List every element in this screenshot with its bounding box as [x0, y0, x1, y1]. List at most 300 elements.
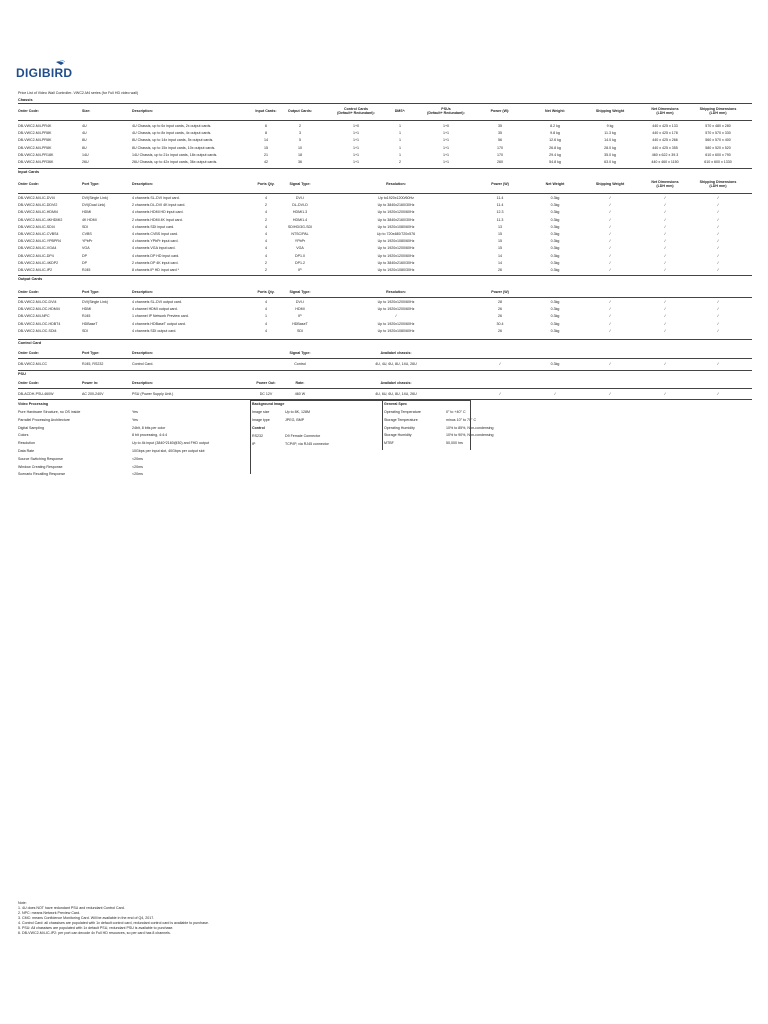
table-cell: 2: [265, 268, 267, 272]
table-cell: 4 channels SDI output card.: [132, 328, 177, 333]
column-header: Order Code:: [18, 182, 39, 186]
document-title: Price List of Video Wall Controller- VWC2-M4 series (for Full HD video wall): [18, 91, 139, 95]
column-header: Description:: [132, 109, 153, 113]
section-title: Chassis: [18, 98, 33, 102]
table-cell: /: [609, 260, 611, 265]
table-cell: /: [717, 224, 719, 229]
table-cell: 4: [265, 232, 267, 236]
column-header: Resolution:: [386, 182, 406, 186]
table-cell: 1: [399, 131, 401, 136]
table-cell: SD/HD/3G-SDI: [287, 224, 313, 229]
table-cell: HDMI: [82, 210, 92, 215]
table-cell: 8 channels IP HD input card *: [132, 268, 180, 272]
spec-label: IP: [252, 442, 256, 446]
table-cell: /: [609, 217, 611, 222]
table-cell: 1+1: [352, 131, 360, 136]
table-cell: /: [664, 217, 666, 222]
spec-label: Parrallel Processing Architecture: [18, 417, 70, 422]
table-cell: Up to 1920x1080/60Hz: [377, 328, 415, 333]
table-cell: DB-VWC2-M4-OC-DVI4: [18, 300, 57, 304]
table-cell: 0.3kg: [550, 260, 560, 265]
table-cell: DB-VWC2-M4-IC-CVBS4: [18, 232, 59, 236]
table-cell: RJ45: [82, 268, 91, 272]
table-cell: /: [717, 239, 719, 244]
column-header: Signal Type:: [289, 351, 311, 355]
notes-title: Note:: [18, 901, 27, 905]
column-header: Signal Type:: [289, 290, 311, 294]
table-cell: Up to 1920x1200/60Hz: [377, 307, 415, 312]
table-cell: DB-VWC2-M4-IC-IP2: [18, 268, 53, 272]
table-cell: 4U Chassis, up to 6x input cards, 2x output cards.: [132, 124, 212, 128]
table-cell: 14U Chassis, up to 21x input cards, 18x output cards.: [132, 152, 218, 157]
table-cell: 1: [399, 145, 401, 150]
table-cell: 4: [265, 321, 267, 326]
table-cell: 440 x 460 x 1150: [651, 160, 679, 164]
column-header: Port Type:: [82, 182, 100, 186]
table-cell: 26: [498, 314, 502, 319]
column-header: Order Code:: [18, 290, 39, 294]
column-header: Control Cards (Default+ Redundant):: [337, 107, 375, 116]
table-cell: /: [664, 260, 666, 265]
section-title: PSU: [18, 372, 26, 376]
table-cell: 26U Chassis, up to 42x input cards, 36x output cards.: [132, 160, 218, 164]
table-cell: 2: [399, 160, 401, 164]
column-header: Ports Qty.: [257, 182, 275, 186]
table-cell: 1+1: [352, 152, 360, 157]
spec-label: Storage Temperature: [384, 417, 418, 422]
table-cell: 12.6 kg: [549, 138, 561, 143]
column-header: Net Dimensions (LDH mm): [651, 107, 679, 116]
spec-label: MTBF: [384, 441, 394, 446]
column-header: Description:: [132, 290, 153, 294]
table-divider: [250, 400, 470, 401]
spec-label: Storage Humidity: [384, 433, 412, 438]
column-header: Order Code:: [18, 109, 39, 113]
table-cell: 4: [265, 224, 267, 229]
table-cell: /: [717, 217, 719, 222]
table-cell: /: [609, 300, 611, 304]
section-title: Input Cards: [18, 170, 40, 174]
table-cell: 8U Chassis, up to 15x input cards, 10x output cards.: [132, 145, 216, 150]
table-cell: 0.3kg: [550, 217, 560, 222]
table-cell: /: [717, 203, 719, 208]
table-cell: 35: [498, 131, 502, 136]
table-cell: 1: [399, 138, 401, 143]
table-cell: DB-VWC2-M4-NPC: [18, 314, 50, 319]
table-cell: HDMI1.3: [292, 210, 308, 215]
note-line: 1. 4U does NOT have redundant PSU and redundant Control Card.: [18, 906, 125, 910]
table-cell: 4: [265, 196, 267, 200]
spec-label: Scenario Recalling Response: [18, 472, 66, 477]
table-cell: DVI(Single Link): [82, 300, 108, 304]
notes-block: [18, 901, 209, 936]
table-cell: /: [664, 246, 666, 251]
spec-label: Resolution: [18, 441, 35, 446]
table-cell: DB-VWC2-M4-PR36K: [18, 160, 54, 164]
table-cell: /: [499, 362, 501, 366]
table-cell: 4: [265, 253, 267, 258]
table-cell: 8U: [82, 138, 87, 143]
table-cell: RJ45: [82, 314, 91, 319]
table-cell: 0.3kg: [550, 253, 560, 258]
table-cell: 4U, 6U, 6U, 8U, 14U, 26U: [375, 392, 417, 396]
column-header: Power Out:: [256, 381, 276, 385]
section-title: Output Cards: [18, 277, 43, 281]
table-cell: /: [609, 224, 611, 229]
table-cell: DP1.0: [295, 253, 305, 258]
table-cell: 610 x 600 x 790: [705, 152, 731, 157]
column-header: Resolution:: [386, 290, 406, 294]
table-cell: /: [717, 196, 719, 200]
table-cell: DB-VWC2-M4-OC-HDMI4: [18, 307, 60, 312]
spec-label: Operating Humidity: [384, 425, 415, 430]
table-cell: 4: [265, 328, 267, 333]
table-cell: DB-VWC2-M4-IC-4KDP2: [18, 260, 59, 265]
spec-value: <20ms: [132, 456, 143, 461]
table-cell: 460 x 622 x 39.3: [651, 152, 679, 157]
table-cell: Up to 3840x2160/30Hz: [377, 203, 415, 208]
spec-divider: [470, 400, 471, 450]
table-cell: 4 channels SL-DVI output card.: [132, 300, 182, 304]
spec-title: General Spec: [384, 402, 407, 406]
table-cell: /: [664, 321, 666, 326]
table-cell: /: [664, 210, 666, 215]
table-cell: 36: [298, 160, 302, 164]
table-cell: /: [664, 362, 666, 366]
table-cell: 4 channels SL-DVI input card.: [132, 196, 180, 200]
table-cell: 2: [265, 203, 267, 208]
spec-title: Background Image: [252, 402, 285, 406]
table-cell: /: [717, 321, 719, 326]
table-cell: /: [717, 314, 719, 319]
table-cell: 35.0 kg: [604, 152, 616, 157]
table-cell: Up to 3840x2160/30Hz: [377, 217, 415, 222]
table-cell: 11.4: [496, 196, 504, 200]
table-cell: /: [664, 392, 666, 396]
table-cell: 9 kg: [606, 124, 614, 128]
table-cell: 1+1: [442, 152, 450, 157]
table-cell: PSU (Power Supply Unit.): [132, 392, 174, 396]
table-cell: DP: [82, 253, 87, 258]
table-cell: 28: [498, 300, 502, 304]
table-divider: [18, 370, 752, 371]
table-cell: HDBaseT: [82, 321, 98, 326]
table-cell: 440 x 425 x 178: [652, 131, 678, 136]
table-cell: 3: [299, 131, 301, 136]
spec-value: 0° to +40° C: [446, 410, 466, 414]
column-header: Net Weight: [545, 182, 565, 186]
table-cell: DB-VWC2-M4-PR8K: [18, 131, 52, 136]
table-cell: SDI: [297, 328, 303, 333]
column-header: Availabel chassis:: [380, 381, 412, 385]
column-header: Description:: [132, 182, 153, 186]
table-cell: 15: [498, 239, 502, 244]
spec-value: 10% to 90%, Non-condensing: [446, 433, 494, 438]
table-cell: 21: [264, 152, 268, 157]
table-cell: 4: [265, 239, 267, 244]
spec-label: Colors: [18, 433, 29, 438]
table-cell: Up to1920x1200/60Hz: [378, 196, 414, 200]
table-cell: 1+1: [352, 160, 360, 164]
table-cell: Up to 1920x1080/60Hz: [377, 239, 415, 244]
table-cell: DB-VWC2-M4-IC-4KHDMI2: [18, 217, 63, 222]
table-cell: 1 channel IP Network Preview card.: [132, 314, 189, 319]
table-cell: DB-VWC2-M4-PR18K: [18, 152, 54, 157]
table-cell: /: [717, 253, 719, 258]
table-divider: [18, 168, 752, 169]
table-cell: 460 W: [294, 392, 306, 396]
table-cell: DB-VWC2-M4-PR8K: [18, 138, 52, 143]
table-cell: /: [609, 392, 611, 396]
column-header: Rate:: [295, 381, 305, 385]
table-cell: /: [609, 253, 611, 258]
table-cell: /: [664, 224, 666, 229]
spec-value: 8 bit processing, 4:4:4: [132, 433, 168, 438]
table-cell: HDMI: [82, 307, 92, 312]
table-cell: 1+1: [442, 138, 450, 143]
table-cell: 170: [497, 152, 503, 157]
table-cell: HDBaseT: [292, 321, 308, 326]
table-divider: [18, 193, 752, 194]
spec-value: TCP/IP, via RJ45 connector: [285, 442, 329, 446]
table-cell: YPbPr: [82, 239, 93, 244]
table-cell: 1+0: [442, 124, 450, 128]
table-cell: DB-VWC2-M4-OC-SDI4: [18, 328, 57, 333]
table-cell: DB-VWC2-M4-CC: [18, 362, 48, 366]
table-cell: DP1.2: [295, 260, 305, 265]
spec-value: 50,000 hrs: [446, 441, 463, 446]
table-cell: /: [717, 210, 719, 215]
table-cell: 14: [264, 138, 268, 143]
spec-label: Window Creating Response: [18, 464, 63, 469]
table-cell: 28.0 kg: [604, 145, 616, 150]
table-cell: 4U: [82, 131, 87, 136]
table-divider: [18, 339, 752, 340]
table-cell: 14: [498, 260, 502, 265]
table-cell: /: [717, 300, 719, 304]
table-cell: Up to 1920x1200/60Hz: [377, 246, 415, 251]
table-cell: DVI-I: [295, 196, 305, 200]
table-cell: 610 x 600 x 1330: [704, 160, 732, 164]
spec-value: D9 Female Connector: [285, 434, 321, 438]
table-cell: 14: [498, 253, 502, 258]
table-cell: DP: [82, 260, 87, 265]
column-header: Ports Qty.: [257, 290, 275, 294]
note-line: 2. NPC: means Network Preview Card.: [18, 911, 81, 915]
spec-value: 10Gbps per input slot, 40Gbps per output slot: [132, 449, 205, 453]
table-cell: DB-VWC2-M4-IC-SDI4: [18, 224, 55, 229]
table-cell: 26: [498, 307, 502, 312]
table-cell: 2: [265, 217, 267, 222]
table-cell: 0.3kg: [550, 196, 560, 200]
table-cell: 4 channels CVBS input card.: [132, 232, 178, 236]
table-cell: Up to 1920x1200/60Hz: [377, 300, 415, 304]
table-cell: 0.3kg: [550, 300, 560, 304]
table-cell: 2: [299, 124, 301, 128]
table-cell: 0.3kg: [550, 321, 560, 326]
spec-value: <20ms: [132, 472, 143, 477]
table-cell: /: [664, 314, 666, 319]
table-cell: 15: [264, 145, 268, 150]
table-cell: 0.3kg: [550, 314, 560, 319]
table-cell: DB-ACDH-PSU-460W: [18, 392, 54, 396]
table-cell: DL-DVI-D: [292, 203, 308, 208]
table-cell: 8U Chassis, up to 14x input cards, 5x output cards.: [132, 138, 214, 143]
spec-value: Yes: [132, 410, 138, 414]
table-cell: 2 channels DP 4K input card.: [132, 260, 179, 265]
table-cell: /: [609, 246, 611, 251]
notes-lines: [18, 906, 209, 936]
table-cell: 1: [399, 124, 401, 128]
spec-label: Data Rate: [18, 449, 35, 453]
table-cell: DB-VWC2-M4-IC-DVI4: [18, 196, 55, 200]
table-cell: /: [609, 268, 611, 272]
table-cell: 0.3kg: [550, 203, 560, 208]
spec-label: Source Switching Response: [18, 456, 63, 461]
table-cell: /: [717, 260, 719, 265]
table-cell: 560 x 570 x 400: [705, 138, 731, 143]
table-cell: /: [664, 328, 666, 333]
table-cell: 63.0 kg: [604, 160, 616, 164]
table-cell: /: [717, 268, 719, 272]
table-cell: DB-VWC2-M4-IC-DP4: [18, 253, 54, 258]
table-cell: DVI(Dual Link): [82, 203, 106, 208]
table-cell: 440 x 425 x 355: [652, 145, 678, 150]
column-header: Output Cards:: [287, 109, 313, 113]
table-cell: SDI: [82, 224, 88, 229]
spec-value: 24bit, 8 bits per color: [132, 425, 166, 430]
table-cell: 8.2 kg: [550, 124, 560, 128]
table-cell: /: [609, 232, 611, 236]
spec-value: Yes: [132, 417, 138, 422]
table-cell: 4U, 4U, 6U, 8U, 14U, 26U: [375, 362, 417, 366]
table-cell: /: [717, 307, 719, 312]
table-cell: /: [717, 362, 719, 366]
table-cell: 580 x 520 x 520: [705, 145, 731, 150]
table-cell: YPbPr: [294, 239, 306, 244]
table-cell: Up to 720x480/720x576: [376, 232, 416, 236]
table-cell: IP: [298, 268, 302, 272]
table-cell: Up to 1920x1200/60Hz: [377, 210, 415, 215]
table-cell: 26U: [82, 160, 89, 164]
table-cell: 4: [265, 307, 267, 312]
table-cell: 56: [498, 138, 502, 143]
table-cell: 0.3kg: [550, 362, 560, 366]
table-cell: 570 x 570 x 330: [705, 131, 731, 136]
table-cell: DB-VWC2-M4-PR4K: [18, 124, 52, 128]
table-cell: 12.3: [496, 210, 504, 215]
table-cell: 11.3: [496, 217, 504, 222]
table-cell: 0.3kg: [550, 224, 560, 229]
table-cell: /: [609, 196, 611, 200]
table-cell: /: [499, 392, 501, 396]
table-cell: 8: [265, 131, 267, 136]
spec-label: Image type: [252, 418, 270, 422]
table-cell: 26.8 kg: [549, 145, 561, 150]
table-cell: Control: [294, 362, 306, 366]
column-header: Order Code:: [18, 381, 39, 385]
table-cell: 11.3 kg: [604, 131, 616, 136]
table-cell: 4K HDMI: [82, 217, 97, 222]
table-cell: 8U: [82, 145, 87, 150]
table-cell: /: [664, 268, 666, 272]
column-header: Order Code:: [18, 351, 39, 355]
table-cell: /: [717, 328, 719, 333]
table-cell: /: [664, 196, 666, 200]
spec-value: Up to 4k input (3840*2160@30) and FHD output: [132, 441, 209, 446]
table-cell: /: [609, 307, 611, 312]
table-cell: 14.0 kg: [604, 138, 616, 143]
table-cell: 4 channels HDMI HD input card.: [132, 210, 184, 215]
column-header: Port Type:: [82, 351, 100, 355]
table-cell: 13: [498, 224, 502, 229]
table-cell: 35: [498, 124, 502, 128]
column-header: Shipping Weight: [595, 109, 625, 113]
table-cell: /: [664, 307, 666, 312]
table-cell: 0.3kg: [550, 210, 560, 215]
column-header: Description:: [132, 351, 153, 355]
column-header: Net Weight:: [545, 109, 565, 113]
table-cell: /: [554, 392, 556, 396]
table-cell: DB-VWC2-M4-OC-HDBT4: [18, 321, 61, 326]
spec-value: minus 10° to 70° C: [446, 417, 477, 422]
table-cell: /: [664, 253, 666, 258]
table-cell: 4 channels VGA input card.: [132, 246, 176, 251]
table-cell: DVI(Single Link): [82, 196, 108, 200]
table-cell: 1+1: [442, 145, 450, 150]
table-cell: /: [664, 203, 666, 208]
column-header: Power (W): [491, 182, 509, 186]
table-cell: 29.4 kg: [549, 152, 561, 157]
table-cell: CVBS: [82, 232, 92, 236]
table-cell: 1+1: [442, 131, 450, 136]
table-cell: VGA: [296, 246, 304, 251]
table-cell: 4 channels YPbPr input card.: [132, 239, 179, 244]
spec-label: Image size: [252, 410, 270, 414]
table-cell: 18: [298, 152, 302, 157]
column-header: Shipping Dimensions (LDH mm): [699, 107, 737, 116]
table-cell: 2 channels HDMI 4K input card.: [132, 217, 183, 222]
table-cell: /: [717, 392, 719, 396]
spec-title: Video Processing: [18, 402, 49, 406]
table-cell: 4: [265, 210, 267, 215]
note-line: 3. CMC: means Confidence Monitoring Card. Will be available in the end of Q4, 2017.: [18, 916, 155, 920]
spec-divider: [382, 400, 383, 450]
table-cell: 260: [497, 160, 503, 164]
table-cell: 570 x 480 x 280: [705, 124, 731, 128]
table-cell: /: [609, 239, 611, 244]
table-cell: 0.3kg: [550, 239, 560, 244]
spec-label: RS232: [252, 434, 263, 438]
column-header: Power (W): [491, 290, 509, 294]
table-cell: 4: [265, 300, 267, 304]
spec-label: Digital Sampling: [18, 425, 44, 430]
table-cell: 1+0: [352, 124, 360, 128]
spec-value: 10% to 85%, Non-condensing: [446, 425, 494, 430]
table-cell: 2 channels DL-DVI 4K input card.: [132, 203, 186, 208]
column-header: PSUs (Default+ Redundant):: [427, 107, 465, 116]
table-cell: DB-VWC2-M4-IC-YPBPR4: [18, 239, 61, 244]
table-cell: 11.4: [496, 203, 504, 208]
table-cell: /: [609, 203, 611, 208]
spec-divider: [250, 400, 251, 474]
table-cell: 10: [298, 145, 302, 150]
column-header: Power (W):: [490, 109, 510, 113]
note-line: 5. PSU: All chassises are populated with 1x default PSU, redundant PSU is available to purchase.: [18, 926, 174, 930]
table-cell: /: [664, 239, 666, 244]
column-header: Shipping Dimensions (LDH mm): [699, 180, 737, 189]
table-cell: DVI-I: [295, 300, 305, 304]
